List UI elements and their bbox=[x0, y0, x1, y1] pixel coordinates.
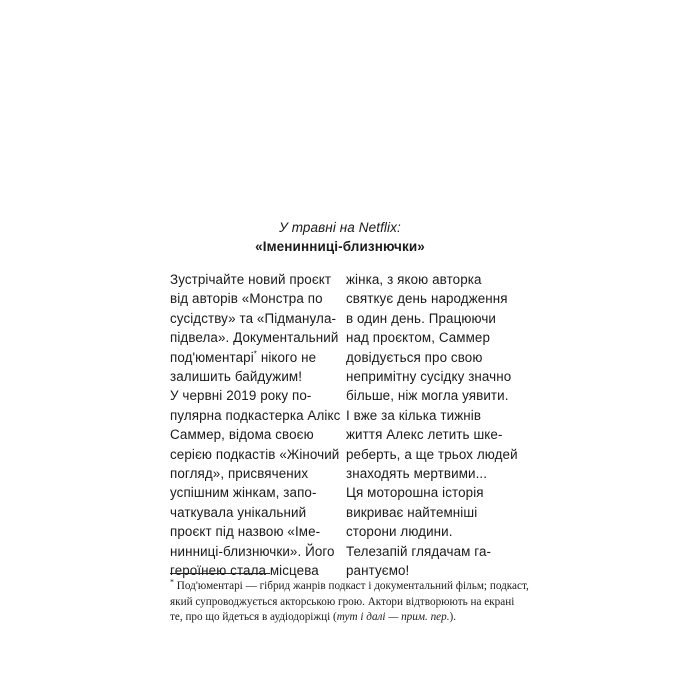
text-line: сусідству» та «Підманула- bbox=[170, 310, 337, 326]
text-line: залишить байдужим! bbox=[170, 369, 303, 385]
footnote-mark: * bbox=[170, 577, 174, 587]
left-text-column bbox=[170, 270, 341, 581]
footnote-line bbox=[170, 610, 510, 626]
text-line: довідується про свою bbox=[346, 349, 483, 365]
text-line: підвела». Документальний bbox=[170, 330, 339, 346]
text-line: Телезапій глядачам га- bbox=[346, 543, 492, 559]
text-line: над проєктом, Саммер bbox=[346, 330, 491, 346]
footnote-italic-text: тут і далі — прим. пер. bbox=[336, 611, 450, 624]
heading-title: «Іменинниці-близнючки» bbox=[255, 239, 425, 254]
text-line: Саммер, відома своєю bbox=[170, 427, 314, 443]
footnote-text: Под'юментарі — гібрид жанрів подкаст і документальний фільм; подкаст, bbox=[176, 580, 529, 592]
text-line: життя Алекс летить шке- bbox=[346, 427, 503, 443]
text-line: серією подкастів «Жіночий bbox=[170, 446, 340, 462]
text-line: Зустрічайте новий проєкт bbox=[170, 272, 332, 287]
text-fragment: под'юментарі bbox=[170, 349, 254, 365]
text-fragment: нікого не bbox=[260, 349, 317, 365]
text-line: викриває найтемніші bbox=[346, 504, 478, 520]
footnote-text: ). bbox=[449, 611, 457, 624]
text-line-with-footnote bbox=[170, 348, 332, 367]
text-line: героїнею стала місцева bbox=[170, 563, 319, 579]
text-line: успішним жінкам, запо- bbox=[170, 485, 317, 501]
text-line: жінка, з якою авторка bbox=[346, 272, 482, 287]
text-line: від авторів «Монстра по bbox=[170, 291, 323, 307]
text-line: в один день. Працюючи bbox=[346, 310, 497, 326]
text-line: реберть, а ще трьох людей bbox=[346, 446, 518, 462]
footnote-line bbox=[170, 577, 529, 595]
footnote-text: те, про що йдеться в аудіодоріжці ( bbox=[170, 611, 337, 624]
text-line: погляд», присвячених bbox=[170, 466, 309, 482]
footnote-divider bbox=[170, 573, 270, 574]
footnote bbox=[170, 577, 529, 626]
text-line: сторони людини. bbox=[346, 524, 453, 540]
text-line: І вже за кілька тижнів bbox=[346, 407, 482, 423]
text-line: рантуємо! bbox=[346, 563, 410, 579]
text-line: У червні 2019 року по- bbox=[170, 388, 312, 404]
footnote-line: який супроводжується акторською грою. Актори відтворюють на екрані bbox=[170, 595, 515, 608]
text-line: більше, ніж могла уявити. bbox=[346, 388, 509, 404]
text-line: Ця моторошна історія bbox=[346, 485, 484, 501]
footnote-reference: * bbox=[253, 349, 257, 359]
text-line: знаходять мертвими... bbox=[346, 466, 488, 482]
text-line: чаткувала унікальний bbox=[170, 504, 307, 520]
text-line: пулярна подкастерка Алікс bbox=[170, 407, 341, 423]
heading-subtitle: У травні на Netflix: bbox=[279, 220, 401, 235]
text-line: нинниці-близнючки». Його bbox=[170, 543, 335, 559]
right-text-column bbox=[346, 270, 518, 581]
text-line: проєкт під назвою «Іме- bbox=[170, 524, 321, 540]
text-line: непримітну сусідку значно bbox=[346, 369, 512, 385]
text-line: святкує день народження bbox=[346, 291, 508, 307]
